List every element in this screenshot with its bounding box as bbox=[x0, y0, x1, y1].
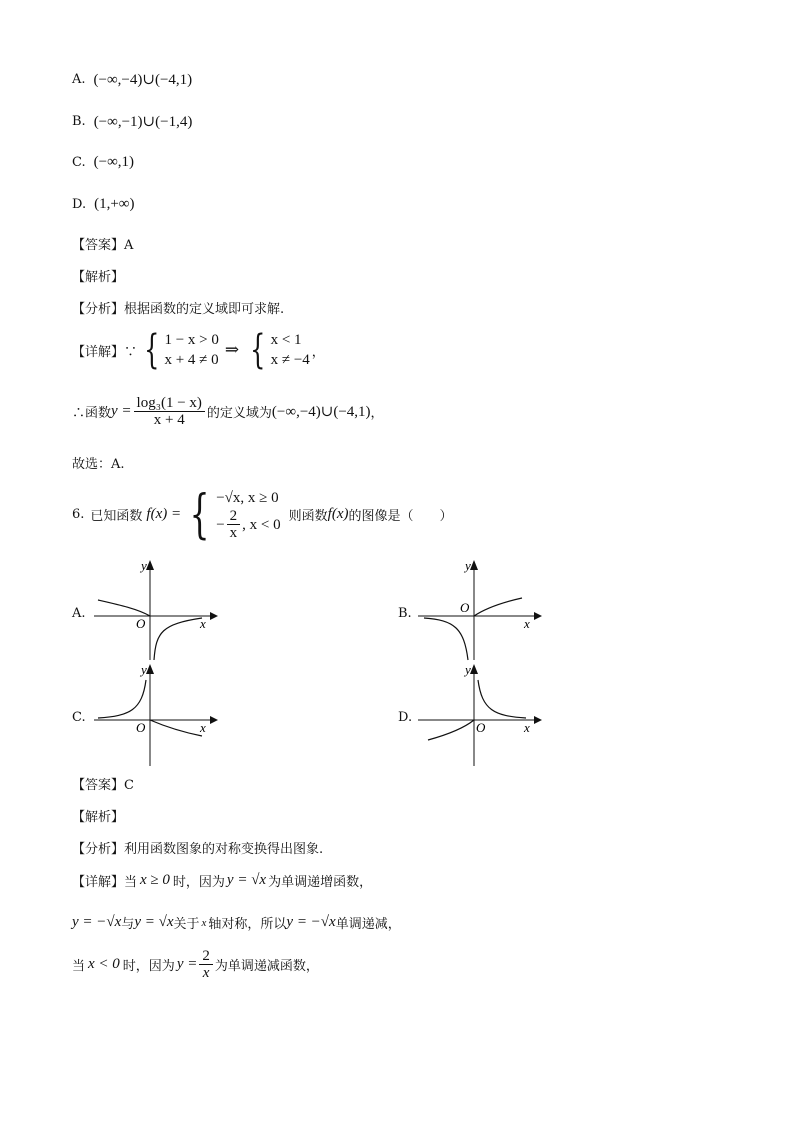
fraction-denominator: x bbox=[202, 965, 210, 981]
graph-option-b bbox=[414, 556, 544, 661]
detail-mid: 时，因为 bbox=[122, 959, 175, 974]
detail-mid: 时，因为 bbox=[172, 875, 225, 890]
condition: x ≥ 0 bbox=[140, 872, 170, 888]
f-of-x: f(x) = bbox=[146, 506, 182, 522]
therefore-text: ∴函数 bbox=[72, 406, 112, 421]
option-letter: D. bbox=[72, 197, 87, 212]
graph-option-c bbox=[90, 660, 220, 768]
question-ask-end: 的图像是（ ） bbox=[348, 509, 453, 524]
comma: ， bbox=[311, 344, 325, 360]
option-expr: (1,+∞) bbox=[94, 196, 135, 212]
q6-answer: 【答案】C bbox=[72, 778, 134, 793]
graph-option-c-label: C. bbox=[72, 710, 86, 725]
question-number: 6. bbox=[72, 507, 85, 522]
axis-var: x bbox=[201, 916, 207, 929]
graph-option-a bbox=[90, 556, 220, 661]
function-expr: y = −√x bbox=[72, 914, 122, 930]
q6-question bbox=[72, 484, 453, 545]
y-equals: y = bbox=[111, 403, 132, 419]
q6-analysis-title: 【解析】 bbox=[72, 810, 125, 825]
sys1-row1: 1 − x > 0 bbox=[164, 332, 219, 348]
graph-option-d bbox=[414, 660, 544, 768]
axis-x-label: x bbox=[200, 720, 206, 735]
question-intro: 已知函数 bbox=[90, 509, 143, 524]
case-2: − $\frac{2}{x}$ , x < 0 bbox=[216, 508, 281, 541]
axis-x-label: x bbox=[524, 720, 530, 735]
system-2 bbox=[245, 327, 310, 373]
fraction-numerator: log₃(1 − x) bbox=[134, 395, 205, 412]
domain-text: 的定义域为 bbox=[206, 406, 272, 421]
axis-y-label: y bbox=[141, 558, 147, 573]
origin-label: O bbox=[476, 720, 486, 735]
y-equals: y = bbox=[176, 956, 198, 972]
case2-fraction bbox=[227, 508, 241, 541]
q6-fenxi: 【分析】利用函数图象的对称变换得出图象. bbox=[72, 842, 324, 857]
question-ask: 则函数 bbox=[288, 509, 328, 524]
detail-prefix: 当 bbox=[72, 959, 86, 974]
detail-text: 单调递减， bbox=[335, 917, 401, 932]
q5-therefore bbox=[72, 395, 384, 428]
q5-detail bbox=[72, 327, 325, 373]
axis-x-label: x bbox=[200, 616, 206, 631]
option-expr: (−∞,−1)∪(−1,4) bbox=[93, 114, 193, 130]
option-letter: A. bbox=[72, 72, 86, 87]
condition: x < 0 bbox=[88, 956, 120, 972]
option-c bbox=[72, 154, 134, 171]
fraction-denominator: x bbox=[229, 525, 238, 541]
fraction-numerator: 2 bbox=[199, 948, 213, 965]
function-expr: y = √x bbox=[226, 872, 267, 888]
detail-text: 关于 bbox=[173, 917, 200, 932]
function-expr: y = −√x bbox=[286, 914, 336, 930]
detail-end: 为单调递增函数， bbox=[268, 875, 373, 890]
option-a bbox=[72, 70, 192, 89]
f-of-x-2: f(x) bbox=[327, 506, 349, 522]
left-brace-icon: { bbox=[144, 327, 160, 373]
axis-y-label: y bbox=[465, 662, 471, 677]
domain-end: ， bbox=[370, 406, 384, 421]
log-fraction bbox=[134, 395, 205, 428]
piecewise bbox=[183, 484, 281, 545]
domain-expr: (−∞,−4)∪(−4,1) bbox=[271, 404, 371, 420]
system-1 bbox=[139, 327, 219, 373]
detail-label: 【详解】∵ bbox=[72, 344, 138, 360]
q5-answer: 【答案】A bbox=[72, 238, 134, 253]
option-b bbox=[72, 112, 192, 131]
option-letter: C. bbox=[72, 155, 86, 170]
option-letter: B. bbox=[72, 114, 86, 129]
fraction-numerator: 2 bbox=[227, 508, 241, 525]
implies-symbol: ⇒ bbox=[224, 340, 240, 359]
fraction-denominator: x + 4 bbox=[153, 412, 185, 428]
q5-analysis-title: 【解析】 bbox=[72, 270, 125, 285]
left-brace-icon: { bbox=[250, 327, 266, 373]
case2-rest: , x < 0 bbox=[242, 516, 281, 533]
case-1: −√x, x ≥ 0 bbox=[216, 490, 279, 506]
sys2-row1: x < 1 bbox=[270, 332, 302, 348]
left-brace-icon: { bbox=[189, 484, 210, 545]
q6-detail-2 bbox=[72, 913, 401, 932]
detail-text: 轴对称，所以 bbox=[208, 917, 287, 932]
axis-y-label: y bbox=[465, 558, 471, 573]
q5-fenxi: 【分析】根据函数的定义域即可求解. bbox=[72, 302, 285, 317]
detail-prefix: 【详解】当 bbox=[72, 875, 138, 890]
option-expr: (−∞,−4)∪(−4,1) bbox=[93, 72, 193, 88]
origin-label: O bbox=[136, 616, 146, 631]
axis-x-label: x bbox=[524, 616, 530, 631]
graph-option-b-label: B. bbox=[398, 606, 412, 621]
detail-end: 为单调递减函数， bbox=[214, 959, 319, 974]
graph-option-d-label: D. bbox=[398, 710, 413, 725]
q5-choose: 故选：A. bbox=[72, 457, 125, 472]
q6-detail-3 bbox=[72, 948, 319, 981]
function-expr: y = √x bbox=[134, 914, 174, 930]
fraction bbox=[199, 948, 213, 981]
graph-option-a-label: A. bbox=[72, 606, 86, 621]
sys1-row2: x + 4 ≠ 0 bbox=[164, 352, 219, 368]
axis-y-label: y bbox=[141, 662, 147, 677]
detail-text: 与 bbox=[121, 917, 135, 932]
option-expr: (−∞,1) bbox=[93, 154, 135, 170]
q6-detail-1 bbox=[72, 871, 372, 890]
option-d bbox=[72, 196, 135, 213]
origin-label: O bbox=[460, 600, 470, 615]
sys2-row2: x ≠ −4 bbox=[270, 352, 310, 368]
origin-label: O bbox=[136, 720, 146, 735]
